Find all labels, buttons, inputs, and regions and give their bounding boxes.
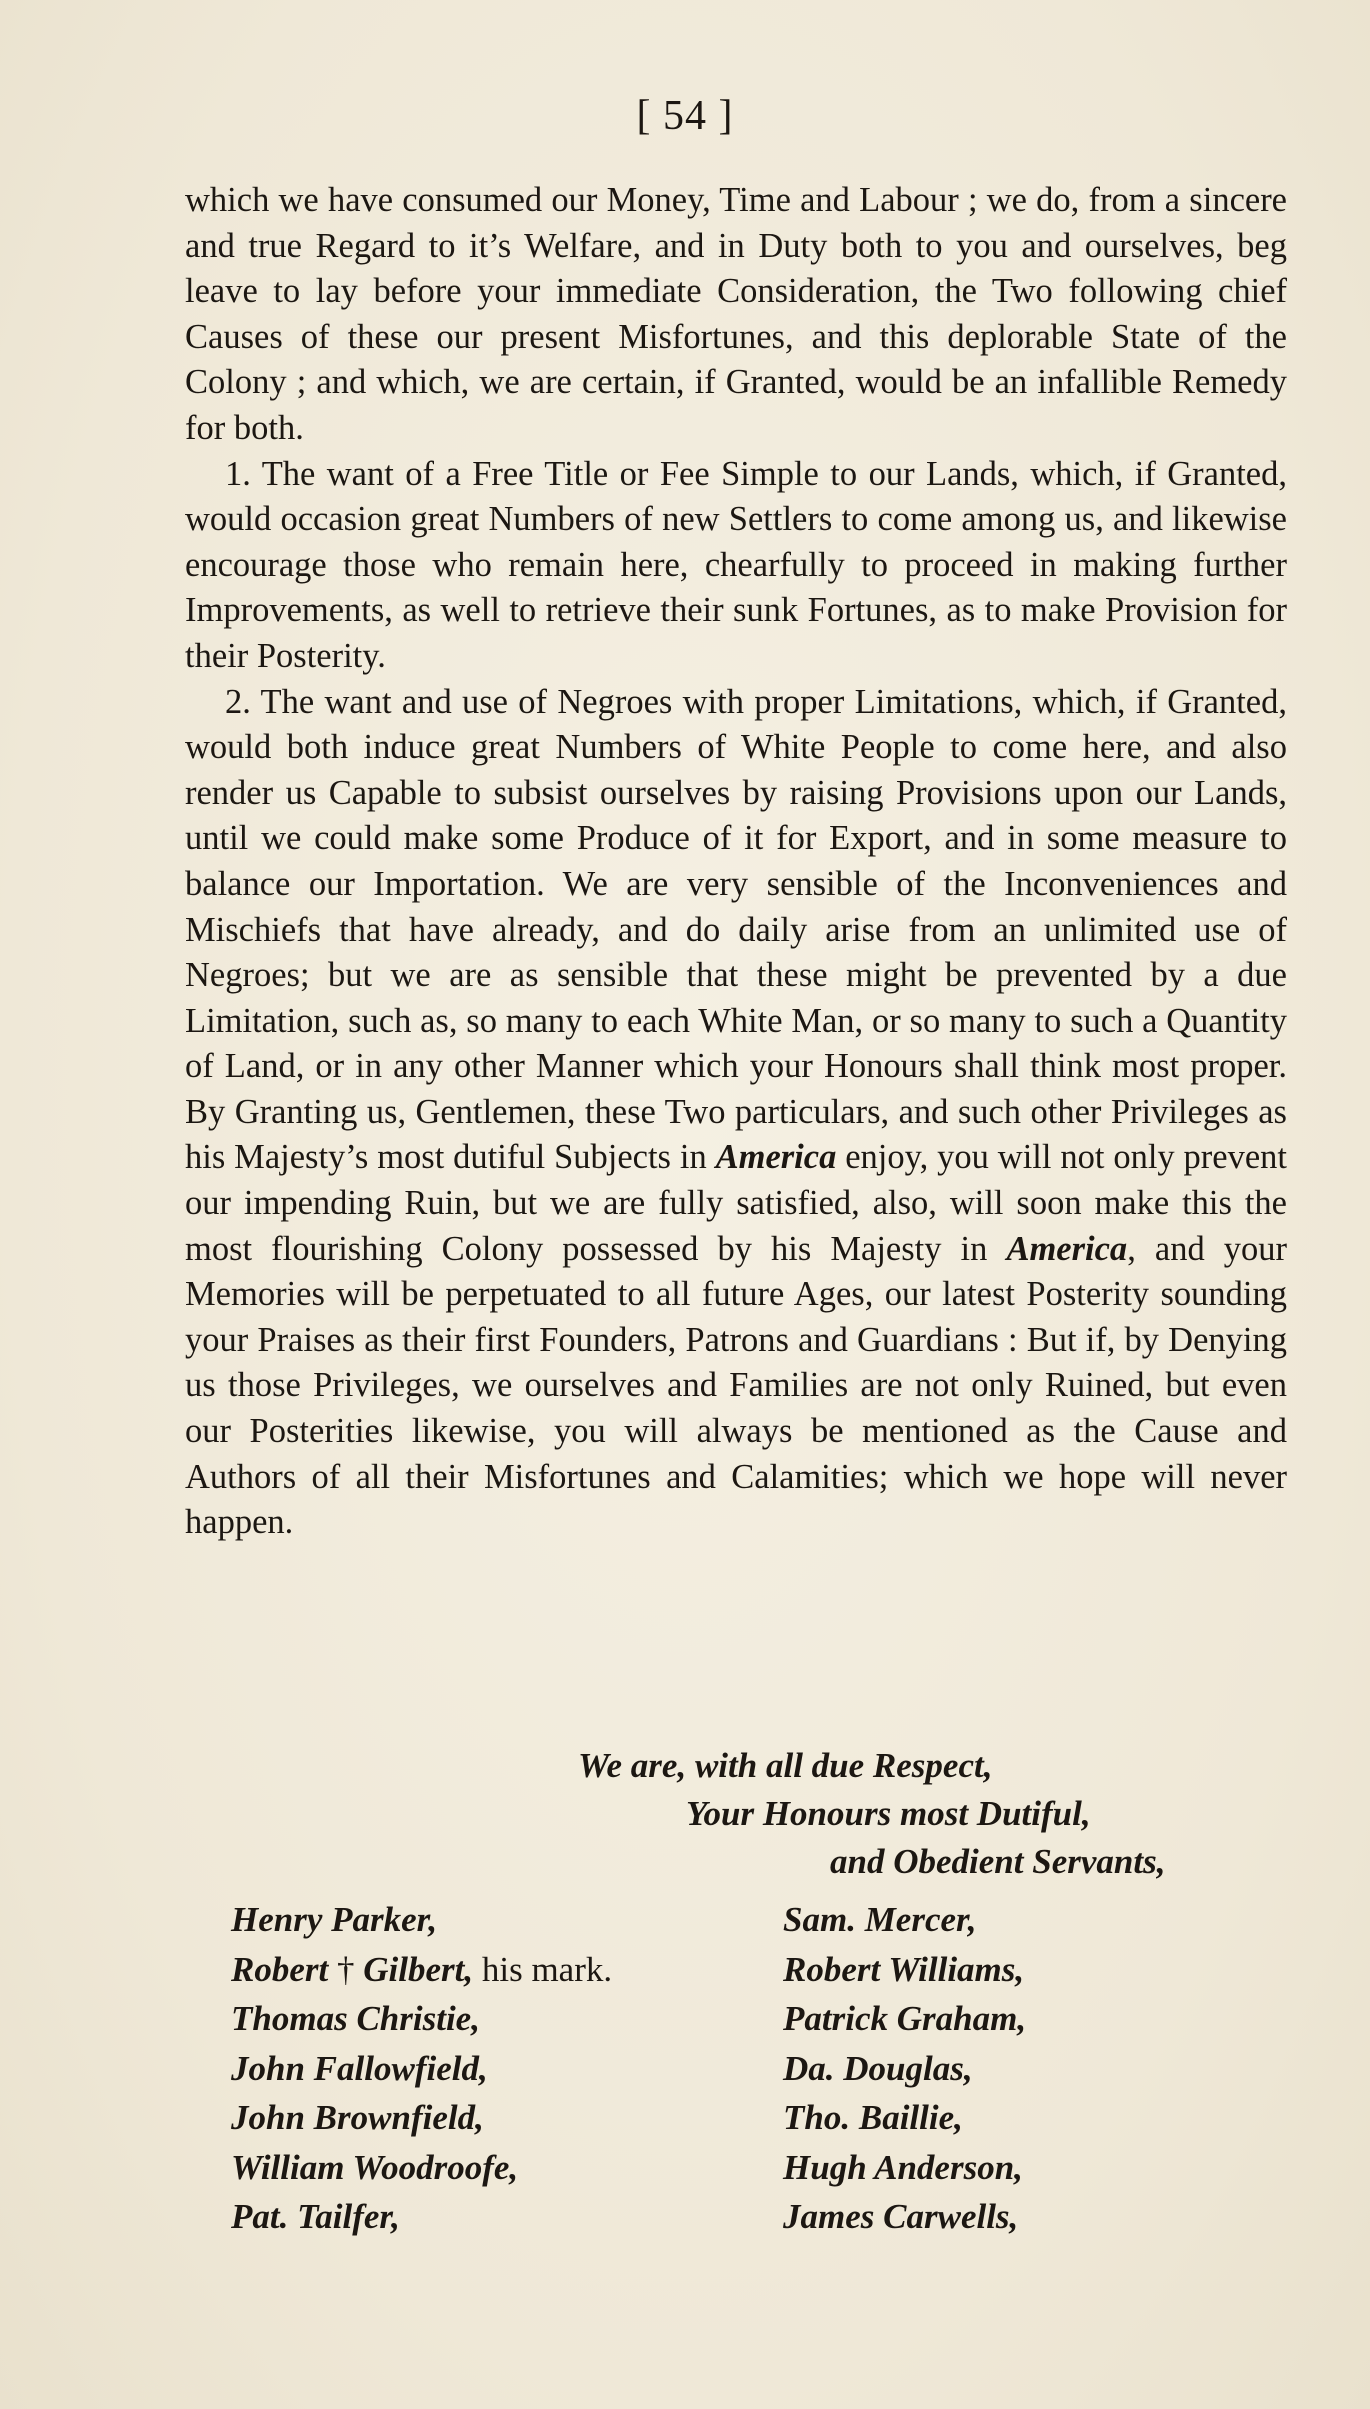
cross-mark-icon: † (336, 1949, 355, 1989)
signatory: Da. Douglas, (783, 2048, 973, 2088)
letter-body (185, 178, 1287, 1546)
closing-line-1: We are, with all due Respect, (578, 1746, 993, 1785)
paragraph-intro: which we have consumed our Money, Time and Labour ; we do, from a sincere and true Regard to it’s Welfare, and in Duty both to you and ourselves, beg leave to lay before your immediate Consideration, the Two following chief Causes of these our present Misfortunes, and this deplorable State of the Colony ; and which, we are certain, if Granted, would be an infallible Remedy for both. (185, 181, 1287, 447)
signatory: John Brownfield, (231, 2098, 484, 2137)
closing-line-2: Your Honours most Dutiful, (686, 1794, 1091, 1833)
paragraph-point-1: 1. The want of a Free Title or Fee Simple to our Lands, which, if Granted, would occasion great Numbers of new Settlers to come among us, and likewise encourage those who remain here, chearfully to proceed in making further Improvements, as well to retrieve their sunk Fortunes, as to make Provision for their Posterity. (185, 454, 1287, 675)
signatures-right-column (783, 1895, 1026, 2242)
mark-note: his mark. (481, 1949, 613, 1989)
signatory-surname: Gilbert, (363, 1949, 474, 1989)
place-name-america: America (1006, 1229, 1128, 1268)
signatory: Thomas Christie, (231, 1999, 480, 2038)
signatory: Sam. Mercer, (783, 1900, 977, 1939)
signatory: Robert Williams, (783, 1949, 1025, 1989)
signatures-left-column (231, 1895, 612, 2242)
signatory: James Carwells, (783, 2197, 1019, 2236)
signatory: John Fallowfield, (231, 2048, 488, 2088)
signatory: Henry Parker, (231, 1900, 438, 1939)
signatory: Tho. Baillie, (783, 2098, 963, 2137)
paragraph-point-2 (185, 680, 1287, 1546)
closing-line-3: and Obedient Servants, (830, 1842, 1166, 1881)
signatory: William Woodroofe, (231, 2147, 519, 2187)
place-name-america: America (715, 1138, 837, 1177)
signatory: Pat. Tailfer, (231, 2197, 400, 2236)
point-2-text-a: 2. The want and use of Negroes with proper Limitations, which, if Granted, would both induce great Numbers of White People to come here, and also render us Capable to subsist ourselves by raising Provisions upon our Lands, until we could make some Produce of it for Export, and in some measure to balance our Importation. We are very sensible of the Inconveniences and Mischiefs that have already, and do daily arise from an unlimited use of Negroes; but we are as sensible that these might be prevented by a due Limitation, such as, so many to each White Man, or so many to such a Quantity of Land, or in any other Manner which your Honours shall think most proper. By Granting us, Gentlemen, these Two particulars, and such other Privileges as his Majesty’s most dutiful Subjects in (185, 682, 1287, 1177)
signatory-first-name: Robert (231, 1949, 329, 1989)
signatory: Hugh Anderson, (783, 2147, 1023, 2187)
point-2-text-c: , and your Memories will be perpetuated to all future Ages, our latest Posterity sounding your Praises as their first Founders, Patrons and Guardians : But if, by Denying us those Privileges, we ourselves and Families are not only Ruined, but even our Posterities likewise, you will always be mentioned as the Cause and Authors of all their Misfortunes and Calamities; which we hope will never happen. (185, 1229, 1287, 1542)
page-number: [ 54 ] (636, 93, 734, 139)
signatory: Patrick Graham, (783, 1999, 1027, 2038)
point-2-text-b: enjoy, you will not only prevent our impending Ruin, but we are fully satisfied, also, will soon make this the most flourishing Colony possessed by his Majesty in (185, 1138, 1287, 1268)
signatory-with-mark (231, 1945, 612, 1995)
